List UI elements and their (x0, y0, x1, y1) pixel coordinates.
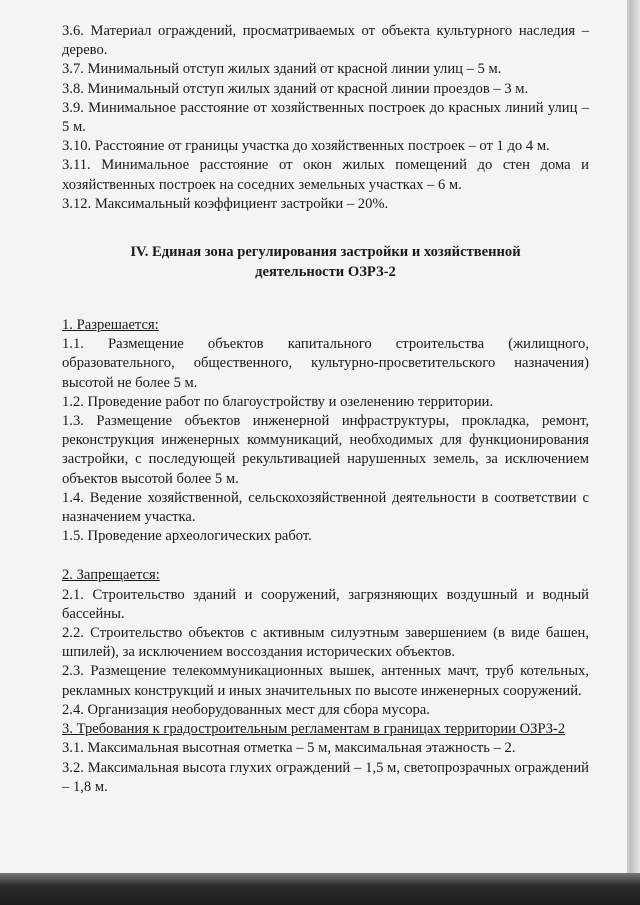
section-title-line1: IV. Единая зона регулирования застройки и хозяйственной (130, 244, 521, 261)
item-req-3-2: 3.2. Максимальная высота глухих ограждений – 1,5 м, светопрозрачных ограждений – 1,8 м. (62, 759, 589, 795)
item-1-2: 1.2. Проведение работ по благоустройству и озеленению территории. (62, 393, 494, 410)
section-title-line2: деятельности ОЗРЗ-2 (255, 264, 396, 281)
item-1-3: 1.3. Размещение объектов инженерной инфраструктуры, прокладка, ремонт, реконструкция инженерных коммуникаций, необходимых для функционирования застройки, с последующей рекультивацией нарушенных земель, за исключением объектов высотой более 5 м. (62, 413, 589, 487)
item-2-1: 2.1. Строительство зданий и сооружений, загрязняющих воздушный и водный бассейны. (62, 586, 589, 622)
item-3-12: 3.12. Максимальный коэффициент застройки – 20%. (62, 195, 389, 212)
item-3-11: 3.11. Минимальное расстояние от окон жилых помещений до стен дома и хозяйственных построек на соседних земельных участках – 6 м. (62, 157, 589, 193)
forbidden-heading: 2. Запрещается: (62, 567, 160, 584)
allowed-heading: 1. Разрешается: (62, 317, 159, 334)
scan-dark-border (0, 873, 640, 905)
requirements-heading: 3. Требования к градостроительным регламентам в границах территории ОЗРЗ-2 (62, 721, 566, 738)
document-text (62, 22, 589, 797)
item-3-10: 3.10. Расстояние от границы участка до хозяйственных построек – от 1 до 4 м. (62, 138, 550, 155)
item-req-3-1: 3.1. Максимальная высотная отметка – 5 м, максимальная этажность – 2. (62, 740, 516, 757)
item-3-8: 3.8. Минимальный отступ жилых зданий от красной линии проездов – 3 м. (62, 80, 529, 97)
item-3-9: 3.9. Минимальное расстояние от хозяйственных построек до красных линий улиц –5 м. (62, 99, 589, 136)
item-2-3: 2.3. Размещение телекоммуникационных вышек, антенных мачт, труб котельных, рекламных конструкций и иных значительных по высоте инженерных сооружений. (62, 663, 589, 699)
item-2-2: 2.2. Строительство объектов с активным силуэтным завершением (в виде башен, шпилей), за исключением воссоздания исторических объектов. (62, 625, 589, 661)
spacer (62, 546, 589, 566)
item-2-4: 2.4. Организация необорудованных мест для сбора мусора. (62, 701, 430, 718)
item-3-6: 3.6. Материал ограждений, просматриваемых от объекта культурного наследия – дерево. (62, 23, 589, 59)
item-3-7: 3.7. Минимальный отступ жилых зданий от красной линии улиц – 5 м. (62, 61, 502, 78)
item-1-1: 1.1. Размещение объектов капитального строительства (жилищного, образовательного, общественного, культурно-просветительского назначения) высотой не более 5 м. (62, 336, 589, 391)
item-1-4: 1.4. Ведение хозяйственной, сельскохозяйственной деятельности в соответствии с назначением участка. (62, 489, 589, 526)
scan-page-edge (630, 0, 640, 873)
section-heading (62, 242, 589, 282)
item-1-5: 1.5. Проведение археологических работ. (62, 528, 312, 545)
